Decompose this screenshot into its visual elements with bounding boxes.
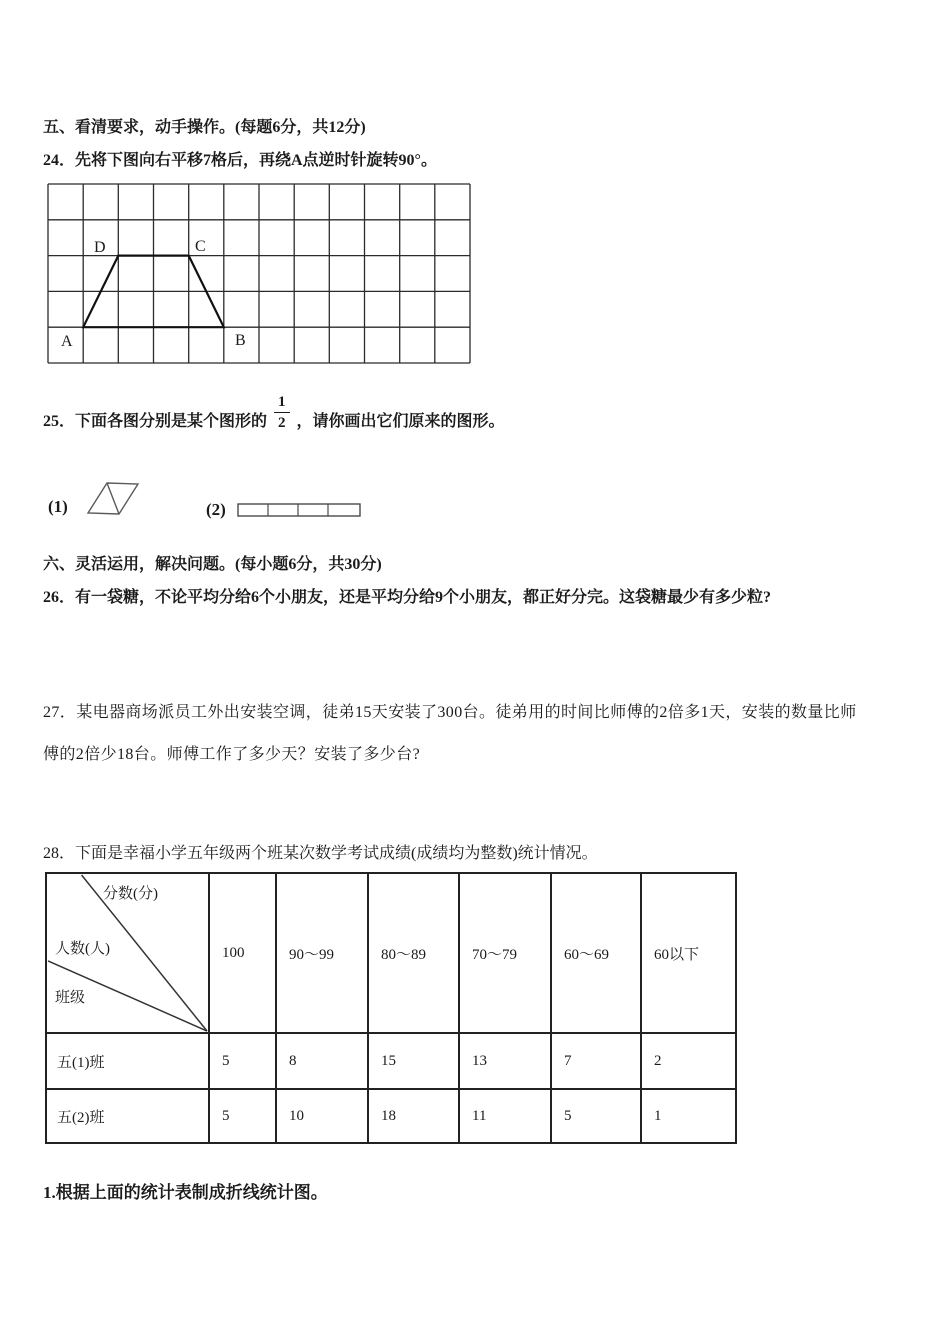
- section-5-heading: 五、看清要求，动手操作。(每题6分，共12分): [43, 119, 366, 136]
- question-25-text: [43, 394, 505, 432]
- section-6-heading: 六、灵活运用，解决问题。(每小题6分，共30分): [43, 556, 382, 573]
- score-cell: 11: [459, 1089, 551, 1143]
- col-header-60-69: 60～69: [551, 873, 641, 1033]
- vertex-label-a: A: [61, 333, 73, 350]
- q28-subtask-1-text: 1.根据上面的统计表制成折线统计图。: [43, 1183, 328, 1202]
- question-28-text: 28．下面是幸福小学五年级两个班某次数学考试成绩(成绩均为整数)统计情况。: [43, 845, 598, 862]
- score-cell: 8: [276, 1033, 368, 1089]
- q25-prefix: 25．下面各图分别是某个图形的: [43, 412, 268, 430]
- score-cell: 5: [209, 1089, 276, 1143]
- table-row-class2: [46, 1089, 736, 1143]
- row-label-class2: 五(2)班: [46, 1089, 209, 1143]
- vertex-label-b: B: [235, 332, 246, 349]
- table-corner-cell: [46, 873, 209, 1033]
- fraction-one-half: [274, 394, 290, 432]
- table-row-class1: [46, 1033, 736, 1089]
- score-cell: 5: [551, 1089, 641, 1143]
- score-cell: 7: [551, 1033, 641, 1089]
- fraction-denominator: 2: [278, 415, 286, 432]
- score-cell: 15: [368, 1033, 459, 1089]
- vertex-label-c: C: [195, 238, 206, 255]
- vertex-label-d: D: [94, 239, 106, 256]
- q25-parallelogram-figure: [82, 477, 146, 519]
- strip-outline: [238, 504, 360, 516]
- corner-label-class: 班级: [55, 990, 86, 1006]
- corner-label-score: 分数(分): [103, 886, 158, 902]
- q24-grid-figure: [47, 183, 471, 364]
- score-cell: 10: [276, 1089, 368, 1143]
- col-header-below-60: 60以下: [641, 873, 736, 1033]
- score-cell: 1: [641, 1089, 736, 1143]
- q25-strip-figure: [237, 503, 361, 517]
- question-27-line2: 傅的2倍少18台。师傅工作了多少天？安装了多少台?: [43, 746, 421, 763]
- score-table: [45, 872, 737, 1144]
- q25-suffix: ，请你画出它们原来的图形。: [296, 412, 505, 430]
- q25-item1-label: (1): [48, 497, 68, 516]
- row-label-class1: 五(1)班: [46, 1033, 209, 1089]
- col-header-90-99: 90～99: [276, 873, 368, 1033]
- grid-lines: [48, 184, 470, 363]
- question-26-text: 26．有一袋糖，不论平均分给6个小朋友，还是平均分给9个小朋友，都正好分完。这袋糖最少有多少粒?: [43, 589, 772, 606]
- score-cell: 5: [209, 1033, 276, 1089]
- corner-label-people: 人数(人): [55, 941, 110, 957]
- score-cell: 18: [368, 1089, 459, 1143]
- parallelogram-diagonal: [107, 483, 119, 514]
- strip-dividers: [268, 504, 328, 516]
- score-cell: 2: [641, 1033, 736, 1089]
- fraction-numerator: 1: [274, 394, 290, 413]
- question-24-text: 24．先将下图向右平移7格后，再绕A点逆时针旋转90°。: [43, 152, 437, 169]
- col-header-70-79: 70～79: [459, 873, 551, 1033]
- score-cell: 13: [459, 1033, 551, 1089]
- col-header-100: 100: [209, 873, 276, 1033]
- question-27-line1: 27．某电器商场派员工外出安装空调，徒弟15天安装了300台。徒弟用的时间比师傅的2倍多1天，安装的数量比师: [43, 704, 857, 721]
- q25-item2-label: (2): [206, 500, 226, 519]
- col-header-80-89: 80～89: [368, 873, 459, 1033]
- table-header-row: [46, 873, 736, 1033]
